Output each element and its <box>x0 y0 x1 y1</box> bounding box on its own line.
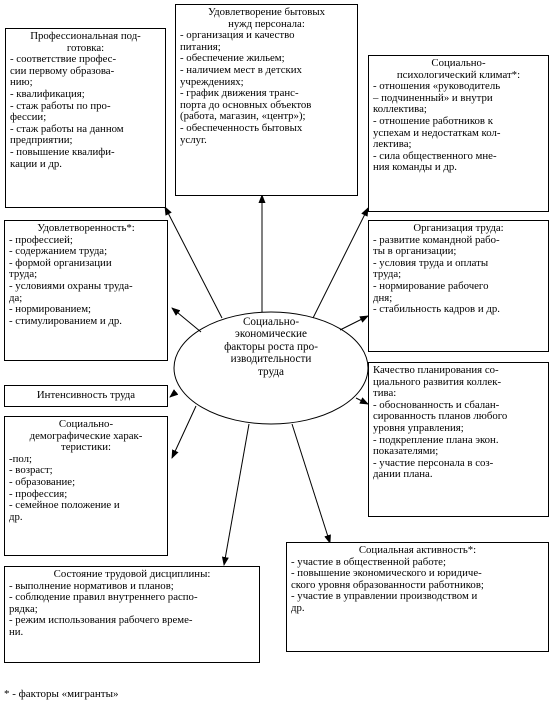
box-line: уровня управления; <box>373 421 464 434</box>
box-line: - нормированием; <box>9 303 92 316</box>
box-line: - обоснованность и сбалан- <box>373 398 500 411</box>
arrow-to-professional <box>165 207 222 318</box>
box-line: др. <box>291 601 305 614</box>
box-line: фессии; <box>10 111 47 124</box>
box-line: - условиями охраны труда- <box>9 279 133 292</box>
arrow-to-climate <box>313 208 368 318</box>
box-title-line: Интенсивность труда <box>36 389 136 401</box>
box-line: сии первому образова- <box>10 64 115 77</box>
box-line: - соответствие профес- <box>10 53 117 66</box>
center-line: факторы роста про- <box>224 340 318 353</box>
social-activity-box <box>286 542 549 652</box>
box-line: дании плана. <box>373 468 433 481</box>
box-title-line: теристики: <box>61 441 111 454</box>
box-line: ния команды и др. <box>373 161 457 174</box>
arrow-to-demographic <box>172 406 196 458</box>
box-line: показателями; <box>373 445 439 458</box>
box-title-line: Удовлетворение бытовых <box>207 6 325 18</box>
box-line: циального развития коллек- <box>373 375 502 388</box>
planning-quality-box <box>368 362 549 517</box>
box-line: - соблюдение правил внутреннего распо- <box>9 591 198 604</box>
household-needs-box <box>175 4 358 196</box>
center-oval-label <box>196 316 346 378</box>
box-line: ского уровня образованности работников; <box>291 578 484 591</box>
box-line: ты в организации; <box>373 245 457 258</box>
box-title-line: психологический климат*: <box>396 68 521 81</box>
box-title-line: готовка: <box>66 41 105 54</box>
box-title-line: нужд персонала: <box>228 17 305 30</box>
box-line: - отношения «руководитель <box>373 80 501 93</box>
box-line: лектива; <box>373 138 412 151</box>
box-line: рядка; <box>9 602 38 615</box>
labor-intensity-box <box>4 385 168 407</box>
footnote: * - факторы «мигранты» <box>4 688 119 700</box>
box-line: - подкрепление плана экон. <box>373 433 499 446</box>
box-line: - обеспеченность бытовых <box>180 121 303 134</box>
labor-organization-box <box>368 220 549 352</box>
box-line: - профессия; <box>9 487 68 500</box>
box-line: - возраст; <box>9 464 53 477</box>
box-line: - наличием мест в детских <box>180 63 302 76</box>
box-line: - нормирование рабочего <box>373 279 489 292</box>
box-title-line: Профессиональная под- <box>30 30 141 42</box>
box-line: коллектива; <box>373 103 427 116</box>
box-line: нию; <box>10 76 33 89</box>
arrow-to-activity <box>292 424 330 543</box>
box-title-line: Социально- <box>431 57 486 69</box>
box-line: питания; <box>180 40 221 53</box>
box-line: Качество планирования со- <box>373 364 499 376</box>
box-line: - квалификация; <box>10 87 85 100</box>
box-line: порта до основных объектов <box>180 98 312 111</box>
box-line: - стаж работы на данном <box>10 122 124 135</box>
box-line: - стабильность кадров и др. <box>373 303 500 316</box>
box-line: услуг. <box>180 133 207 146</box>
box-line: (работа, магазин, «центр»); <box>180 110 306 123</box>
arrow-to-planning <box>356 398 368 404</box>
arrow-to-discipline <box>224 424 249 565</box>
box-line: дня; <box>373 291 393 304</box>
box-line: -пол; <box>9 452 33 465</box>
box-line: предприятии; <box>10 134 73 147</box>
labor-discipline-box <box>4 566 260 663</box>
box-line: - условия труда и оплаты <box>373 256 489 269</box>
box-line: - профессией; <box>9 233 73 246</box>
box-line: - организация и качество <box>180 29 295 42</box>
box-title-line: Социальная активность*: <box>358 544 477 556</box>
center-line: Социально- <box>242 316 300 328</box>
box-line: успехам и недостаткам кол- <box>373 126 501 139</box>
box-line: ни. <box>9 625 24 638</box>
box-title-line: Удовлетворенность*: <box>37 222 135 234</box>
box-line: - выполнение нормативов и планов; <box>9 579 174 592</box>
box-line: тива: <box>373 387 397 400</box>
center-line: труда <box>257 365 285 378</box>
box-line: - участие в управлении производством и <box>291 590 478 603</box>
box-line: - развитие командной рабо- <box>373 233 500 246</box>
box-line: др. <box>9 510 23 523</box>
box-line: - участие в общественной работе; <box>291 555 446 568</box>
box-title-line: демографические харак- <box>29 429 143 442</box>
box-line: - график движения транс- <box>180 87 299 100</box>
box-line: - образование; <box>9 475 76 488</box>
box-line: труда; <box>9 268 38 281</box>
demographic-box <box>4 416 168 556</box>
box-line: - содержанием труда; <box>9 245 108 258</box>
arrow-to-intensity <box>170 392 176 397</box>
box-line: труда; <box>373 268 402 281</box>
box-line: - стаж работы по про- <box>10 99 111 112</box>
box-line: кации и др. <box>10 157 62 170</box>
satisfaction-box <box>4 220 168 361</box>
box-line: - формой организации <box>9 256 112 269</box>
box-line: - режим использования рабочего време- <box>9 614 193 627</box>
box-line: учреждениях; <box>180 75 244 88</box>
box-line: - сила общественного мне- <box>373 149 497 162</box>
box-line: - стимулированием и др. <box>9 314 122 327</box>
box-title-line: Социально- <box>58 418 114 430</box>
box-line: сированность планов любого <box>373 410 508 423</box>
box-line: – подчиненный» и внутри <box>373 91 493 104</box>
box-line: - семейное положение и <box>9 499 120 512</box>
center-line: экономические <box>235 328 307 341</box>
center-line: изводительности <box>230 353 312 366</box>
psychological-climate-box <box>368 55 549 212</box>
professional-training-box <box>5 28 166 208</box>
box-line: да; <box>9 291 23 304</box>
box-title-line: Состояние трудовой дисциплины: <box>53 568 211 580</box>
box-title-line: Организация труда: <box>413 222 504 234</box>
box-line: - отношение работников к <box>373 114 493 127</box>
box-line: - повышение квалифи- <box>10 145 115 158</box>
box-line: - участие персонала в соз- <box>373 456 494 469</box>
box-line: - обеспечение жильем; <box>180 52 285 65</box>
box-line: - повышение экономического и юридиче- <box>291 567 482 580</box>
